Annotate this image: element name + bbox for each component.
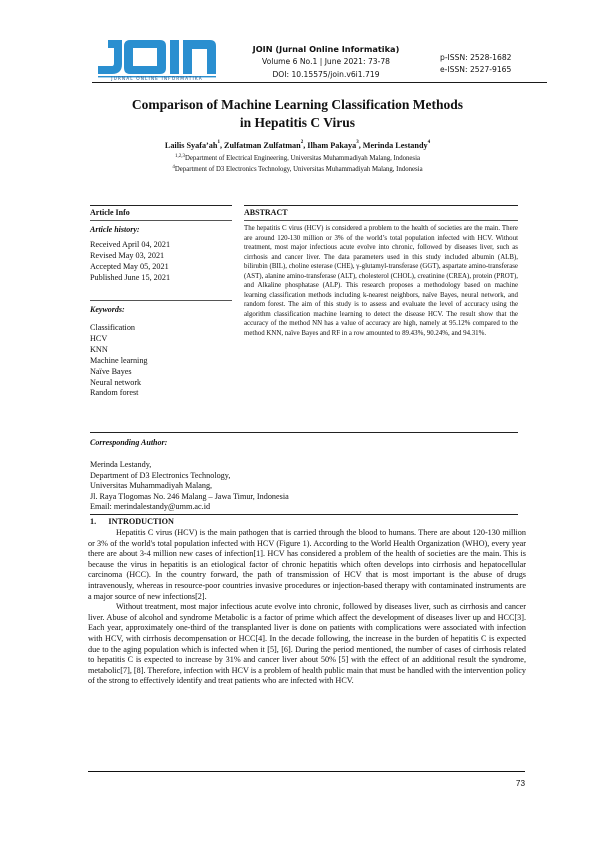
section-heading-introduction: 1. INTRODUCTION: [90, 517, 174, 526]
corresponding-heading: Corresponding Author:: [90, 438, 168, 447]
corresponding-name: Merinda Lestandy,: [90, 460, 152, 469]
history-revised: Revised May 03, 2021: [90, 250, 165, 260]
header-rule: [92, 82, 547, 83]
corresponding-author-block: [90, 460, 289, 513]
paper-title: [70, 96, 525, 132]
paragraph: Hepatitis C virus (HCV) is the main pathogen that is carried through the blood to humans. There are about 120-130 million or 3% of the world's total population infected with HCV (Figure 1). According to the World Health Organization (WHO), every year there are about 3-4 million new cases of infection[1]. HCV has considered a problem of the health of societies are the main. This is because the virus in hepatitis is an etiological factor of chronic hepatitis which often develops into cirrhosis and hepatocellular carcinoma (HCC). In the country forward, the path of transmission of HCV that is most important is the abuse of drugs intravenously, whereas in resource-poor countries invasive procedures or injection-based therapy with contaminated instruments are a major source of new infections[2].: [88, 528, 526, 601]
article-info-rule: [90, 220, 232, 221]
keywords-rule: [90, 300, 232, 301]
keyword: Machine learning: [90, 355, 148, 365]
affiliation-2: $^4$Department of D3 Electronics Technology, Universitas Muhammadiyah Malang, Indonesia: [172, 165, 423, 173]
keyword: Naïve Bayes: [90, 366, 132, 376]
author: Lailis $Syafa’ah^1$,: [164, 140, 225, 150]
keywords-heading: Keywords:: [90, 305, 125, 314]
corresponding-department: Department of D3 Electronics Technology,: [90, 470, 231, 480]
keyword: KNN: [90, 344, 108, 354]
corresponding-email[interactable]: Email: merindalestandy@umm.ac.id: [90, 502, 211, 511]
history-published: Published June 15, 2021: [90, 272, 171, 282]
abstract-text: The hepatitis C virus (HCV) is considered a problem to the health of societies are the main. There are around 120-130 million or 3% of the world’s total population infected with HCV. Without treatment, most major infectious acute evolve into chronic, followed by diseases liver, such as cirrhosis and cancer liver. The data parameters used in this study included albumin (ALB), bilirubin (BIL), choline esterase (CHE), γ-glutamyl-transferase (GGT), aspartate amino-transferase (AST), alanine amino-transferase (ALT), cholesterol (CHOL), creatinine (CREA), protein (PROT), and Alkaline phosphatase (ALP). This research proposes a methodology based on machine learning classification methods including k-nearest neighbors, naïve Bayes, neural network, and random forest. The aim of this study is to assess and evaluate the level of accuracy using the algorithm classification machine learning to detect the disease HCV. The result show that the accuracy of the method NN has a value of accuracy are high, namely at 95.12% compared to the method KNN, naïve Bayes and RF in a row amounted to 89.43%, 90.24%, and 94.31%.: [244, 225, 518, 338]
p-issn: p-ISSN: 2528-1682: [440, 53, 512, 62]
keyword: Classification: [90, 323, 136, 332]
corresponding-address: Jl. Raya Tlogomas No. 246 Malang – Jawa Timur, Indonesia: [90, 491, 289, 501]
keyword: HCV: [90, 333, 108, 343]
abstract-rule: [244, 220, 518, 221]
page-number: 73: [515, 779, 525, 788]
corresponding-top-rule: [90, 432, 518, 433]
history-heading: Article history:: [90, 225, 140, 234]
introduction-body: [88, 528, 526, 687]
footer-rule: [88, 771, 525, 772]
journal-logo: [92, 38, 224, 84]
article-info-top-rule: [90, 205, 232, 206]
abstract-top-rule: [244, 205, 518, 206]
author: Merinda Lestandy$^4$: [362, 140, 431, 150]
corresponding-university: Universitas Muhammadiyah Malang,: [90, 481, 213, 490]
author-list: [60, 141, 535, 150]
author: Ilham Pakaya$^3$,: [307, 140, 363, 150]
keywords-list: [90, 323, 232, 399]
article-history: [90, 240, 232, 284]
author: Zulfatman Zulfatman$^2$,: [224, 140, 308, 150]
affiliation-1: $^{1,2,3}$Department of Electrical Engineering, Universitas Muhammadiyah Malang, Indonesia: [175, 154, 420, 162]
e-issn: e-ISSN: 2527-9165: [440, 65, 512, 74]
journal-name: JOIN (Jurnal Online Informatika): [252, 44, 400, 54]
paragraph: Without treatment, most major infectious acute evolve into chronic, followed by diseases liver, such as cirrhosis and cancer liver. Abuse of alcohol and syndrome Metabolic is a factor of prime which affect the development of diseases liver up and HCC[3]. Each year, approximately one-third of the transplanted liver is done on patients with complications were associated with infection with HCV, with cirrhosis decompensation or HCC[4]. In the decade following, the increase in the burden of hepatitis C is expected due to the aging population which is infected when it [5], [6]. During the period mentioned, the number of cases of cirrhosis related to hepatitis C is expected to increase by 31% and cancer liver about 50% [5] with the effect of an additional result the syndrome, metabolic[7], [8]. Therefore, infection with HCV is a problem of health public main that must be handled with the intervention policy of the strong to effectively identify and treat patients who are infected with HCV.: [88, 602, 526, 686]
article-info-heading: Article Info: [90, 208, 130, 217]
history-accepted: Accepted May 05, 2021: [90, 261, 169, 271]
abstract-heading: ABSTRACT: [244, 208, 288, 217]
volume-line: Volume 6 No.1 | June 2021: 73-78: [261, 57, 391, 66]
title-line-1: Comparison of Machine Learning Classification Methods: [131, 97, 464, 112]
history-received: Received April 04, 2021: [90, 240, 171, 249]
title-line-2: in Hepatitis C Virus: [239, 115, 356, 130]
logo-subtitle: JURNAL ONLINE INFORMATIKA: [111, 77, 203, 82]
keyword: Neural network: [90, 377, 142, 387]
corresponding-bottom-rule: [90, 514, 518, 515]
doi-link[interactable]: DOI: 10.15575/join.v6i1.719: [272, 70, 380, 79]
keyword: Random forest: [90, 388, 139, 398]
